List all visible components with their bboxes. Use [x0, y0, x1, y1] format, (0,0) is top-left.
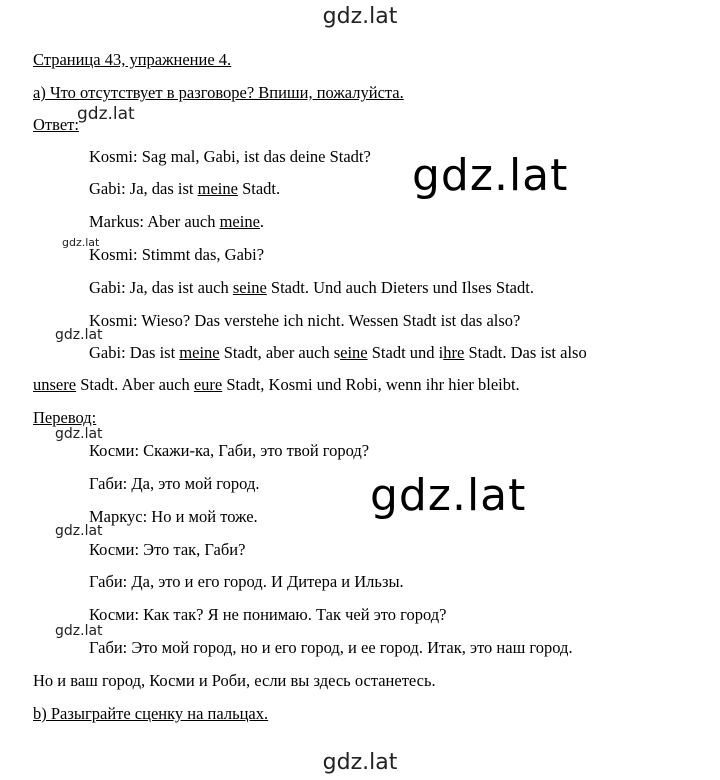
german-line-5: Gabi: Ja, das ist auch seine Stadt. Und auch Dieters und Ilses Stadt.: [89, 278, 534, 297]
watermark-bottom: gdz.lat: [322, 750, 398, 775]
filled-word: seine: [232, 278, 267, 297]
filled-word: meine: [197, 179, 238, 198]
german-line-6: Kosmi: Wieso? Das verstehe ich nicht. Wessen Stadt ist das also?: [89, 311, 521, 330]
russian-line-8: Но и ваш город, Косми и Роби, если вы здесь останетесь.: [33, 671, 436, 690]
translation-label: Перевод:: [33, 408, 97, 427]
filled-word: hre: [443, 343, 465, 362]
russian-line-6: Косми: Как так? Я не понимаю. Так чей это город?: [89, 605, 447, 624]
watermark-small: gdz.lat: [55, 523, 103, 539]
german-line-8: unsere Stadt. Aber auch eure Stadt, Kosmi und Robi, wenn ihr hier bleibt.: [33, 375, 520, 394]
answer-label: Ответ:: [33, 115, 79, 134]
filled-word: meine: [179, 343, 220, 362]
page-header: Страница 43, упражнение 4.: [33, 50, 232, 69]
russian-line-5: Габи: Да, это и его город. И Дитера и Ильзы.: [89, 572, 404, 591]
watermark-small: gdz.lat: [55, 623, 103, 639]
watermark-top: gdz.lat: [322, 4, 398, 29]
russian-line-4: Косми: Это так, Габи?: [89, 540, 246, 559]
filled-word: eine: [340, 343, 368, 362]
german-line-1: Kosmi: Sag mal, Gabi, ist das deine Stadt?: [89, 147, 371, 166]
task-b-heading: b) Разыграйте сценку на пальцах.: [33, 704, 269, 723]
russian-line-2: Габи: Да, это мой город.: [89, 474, 260, 493]
watermark-large: gdz.lat: [412, 150, 569, 201]
german-line-4: Kosmi: Stimmt das, Gabi?: [89, 245, 265, 264]
task-a-heading: а) Что отсутствует в разговоре? Впиши, пожалуйста.: [33, 83, 404, 102]
watermark-large: gdz.lat: [370, 470, 527, 521]
filled-word: unsere: [33, 375, 77, 394]
watermark-small: gdz.lat: [55, 426, 103, 442]
russian-line-3: Маркус: Но и мой тоже.: [89, 507, 258, 526]
german-line-2: Gabi: Ja, das ist meine Stadt.: [89, 179, 281, 198]
watermark-tiny: gdz.lat: [62, 236, 100, 249]
german-line-7: Gabi: Das ist meine Stadt, aber auch seine Stadt und ihre Stadt. Das ist also: [89, 343, 587, 362]
russian-line-1: Косми: Скажи-ка, Габи, это твой город?: [89, 441, 370, 460]
watermark-small: gdz.lat: [55, 327, 103, 343]
german-line-3: Markus: Aber auch meine.: [89, 212, 265, 231]
filled-word: eure: [193, 375, 223, 394]
filled-word: meine: [219, 212, 260, 231]
russian-line-7: Габи: Это мой город, но и его город, и ее город. Итак, это наш город.: [89, 638, 573, 657]
watermark-small: gdz.lat: [77, 104, 135, 124]
